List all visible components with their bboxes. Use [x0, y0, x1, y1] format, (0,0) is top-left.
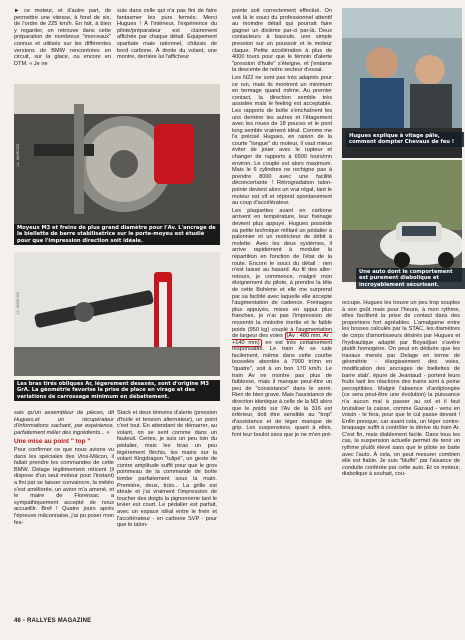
- caption-text: Hugues explique à vitage pâle, comment dompter Chevaux de feu !: [349, 133, 455, 146]
- paragraph: Les N22 ne sont pas très adaptés pour ce run, mais ils montrent un minimum en termage quand même. Au premier contact, la direction semble très assistée mais le feeling est acceptable. Les rapports de boîte s'enchaînent les uns derrière les autres et l'étagement avec les roues de 18 pouces et le pont long semble vraiment idéal. Comme me l'a précisé Hugues, en raison de la courte "longue" du moteur, il vaut mieux éviter de jouer avec le rupteur et changer de rapports à 6500 tours/mn environ. Le couple est alors maximum. Mais le 6 cylindres ne rechigne pas à prendre 8000 avec une facilité déconcertante ! Rétrogradation talon-pointe devient alors un vrai régal, tant le moteur est vif et répond spontanément au coup d'accélérateur.: [232, 74, 332, 207]
- caption-hugues: [346, 132, 464, 147]
- paragraph: Stack et deux témoins d'alerte (pression d'huile et tension alternateur), un point c'est tout. En attendant de démarrer, au volant, on se sent comme dans un fauteuil. Certes, je suis un peu loin du pédalier, mais les bras un peu légèrement fléchis, les mains sur la volant Kingdragon "tulipé", un geste de contre amplitude suffit pour que le gros pommeau de la commande de boîte tombe parfaitement sous la main. Première, deux, trois... La grille est idéale et j'ai vraiment l'impression de toucher des doigts la pignonnerie tant le levier est court. Le pédalier est parfait, avec un espace idéal entre le frein et l'accélérateur - en carbone SVP - pour que le talon-: [117, 410, 217, 529]
- caption-text: Moyeux M3 et freins de plus grand diamètre pour l'Av. L'ancrage de la biellette de barre stabilisatrice sur le porte-moyeu est étudié pour que l'impression direction soit idéale.: [17, 225, 216, 244]
- caption-front-brake: [14, 224, 220, 245]
- paragraph: Les plaquettes avant en carbone arrivent en température, leur freinage devient plus appuyé. Hugues possède sa petite technique mêlant un pédalier à palonnier et un restricteur de débit à molette. Avec les deux systèmes, il arrive rapidement à moduler la répartition en fonction de l'état de la route. Encore le souci du détail : rien n'est laissé au hasard. Au fil des aller-retours, je commence, malgré mon éloignement du pilote, à prendre la tête de cette Bohème et elle me surprend par sa facilité avec laquelle elle accepte l'augmentation de cadence. Freinages plus appuyés, mises en appui plus franches, je n'ai pas l'impression de ressentir la moindre inertie et le faible poids (950 kg) couplé à l'augmentation de largeur des voies (Av : 480 mm, Ar : +140 mm) en est très certainement responsable. Le train Ar se cale facilement, même dans cette courbe bosselée abordée à 7900 tr/mn en "quatre", soit à un bon 170 km/h. Le train Av ne montre pas plus de faiblesse, mais il manque peut-être un peu de "consistance" dans le serré. Rien de bien grave. Mais l'assistance de direction identique à celle de la M3 alors que le poids sur l'Av de la 316 est inférieur, doit être sensible au "trop" d'assistance et de léger manque de grip. Les suspensions, quant à elles, font leur boulot sans que je ne m'en pré-: [232, 207, 332, 438]
- caption-text: Une auto dont le comportement est purement diabolique et incroyablement sécurisant.: [359, 269, 453, 288]
- photo-front-brake: [14, 84, 220, 224]
- brake-illustration: [14, 84, 220, 224]
- text-col3: [232, 8, 332, 616]
- photo-rear-suspension: [14, 252, 220, 376]
- text-col1-top: [14, 8, 111, 68]
- photo-credit: J-L. MARCOS: [16, 144, 20, 167]
- caption-rear-suspension: [14, 380, 220, 401]
- paragraph: Pour confirmer ce que nous avions vu dans les spéciales des Vins-Mâcon, il fallait prendre les commandes de cette BMW. Delage légitimement réticent (il dispose d'un seul moteur pour l'instant) a fini par se laisser convaincre, la météo s'est améliorée, un avion m'a amené, et le maire de Florensac a sympathiquement accepté de nous accueillir. Bref ! Quatre jours après l'épreuve mâconnaise, j'ai pu poser mon fes-: [14, 446, 114, 526]
- caption-car-behaviour: [356, 268, 465, 289]
- paragraph: occupe. Hugues les trouve un peu trop souples à son goût mais pour l'heure, à mon rythme, elles facilitent la prise de contact dans des proportions fort agréables. L'amalgame entre les bosses calculés par la STAC, les diamètres de corps d'amortisseurs désirés par Hugues et l'hydraulique adapté par Boyadjian s'avère plutôt homogène. On peut en déduire que les travaux menés par Delage en terme de géométrie - élargissement des voies, modification des ancrages de biellettes de barre stab', épure de Jeantaud - portent leurs fruits tant les réactions des trains sont à peine perceptibles. Malgré l'absence d'antiplongée (ce sera peut-être une évolution) la puissance n'a aucun mal à passer au sol et il faut brutaliser la caisse, comme Gazaud - venu en voisin - le fera, pour que le cul passe devant ! Enfin presque, car avant cela, un léger contre-braquage suffit à contrôler la dérive du train Ar. C'est fin, mais diablement facile. Dans tous les cas, la suspension actuelle permet de tenir un rythme plutôt élevé sans que le pilote se batte avec l'auto. À cela, on peut mesurer combien elle est fiable. Je suis "bluffé" par l'aisance de conduite conférée par cette auto. Et ce moteur, diabolique à souhait, cou-: [342, 300, 460, 478]
- text-col2-bottom: [117, 410, 217, 530]
- section-subhead: Une mise au point " top ": [14, 438, 91, 446]
- text-col4-bottom: [342, 300, 460, 479]
- quote-paragraph: sais qu'un assembleur de pièces, dit Hugues,et un récupérateur d'informations sachant, par expérience, parfaitement mêler des ingrédients... »: [14, 410, 114, 436]
- text-col1-bottom: [14, 410, 114, 527]
- caption-text: Les bras tirés obliques Ar, légerement desaxés, sont d'origine M3 GrA. La géométrie favorise la prise de place en virage et des variations de carrossage minimum en débattement.: [17, 381, 210, 400]
- paragraph: ► ce moteur, et d'autre part, de permettre une vitesse, à fond de six, de l'ordre de 225 km/h. En fait, à bien y regarder, on retrouve dans cette préparation de nombreux "morceaux" connus et utilisés sur les différentes versions de BMW rencontrées en circuit, sur la glace, ou encore en DTM. « Je ne: [14, 8, 111, 67]
- photo-credit: J-L. MARCOS: [16, 292, 20, 315]
- paragraph: suis dans celle qui n'a pas fini de faire fantasmer les purs fermés. Merci Hugues ! À l'intérieur, l'expérience du pilote/préparateur est clairement affichée par chaque détail. Équipement spartiate mais rationnel, châssis de bord carbone. À droite du volant, une montre, derrière lui l'afficheur: [117, 8, 217, 61]
- page-footer: 46 - RALLYES MAGAZINE: [14, 618, 92, 624]
- suspension-illustration: [14, 252, 220, 376]
- highlighted-track-width: (Av : 480 mm, Ar : +140 mm): [232, 333, 332, 346]
- photo-car-road: [342, 160, 462, 282]
- text-col2-top: [117, 8, 217, 62]
- paragraph: pointe soit correctement effectué. On voit là le souci du professionnel attentif au moindre détail qui pourrait faire gagner un dixième par-ci par-là. Deux contacteurs à bascule, une simple pression sur un poussoir et le moteur claque. Petite accélération à plus de 4000 tours pour que le témoin d'alerte "pression d'huile" s'éteigne, et j'entame la descente de notre secteur d'essai.: [232, 8, 332, 74]
- car-illustration: [342, 160, 462, 282]
